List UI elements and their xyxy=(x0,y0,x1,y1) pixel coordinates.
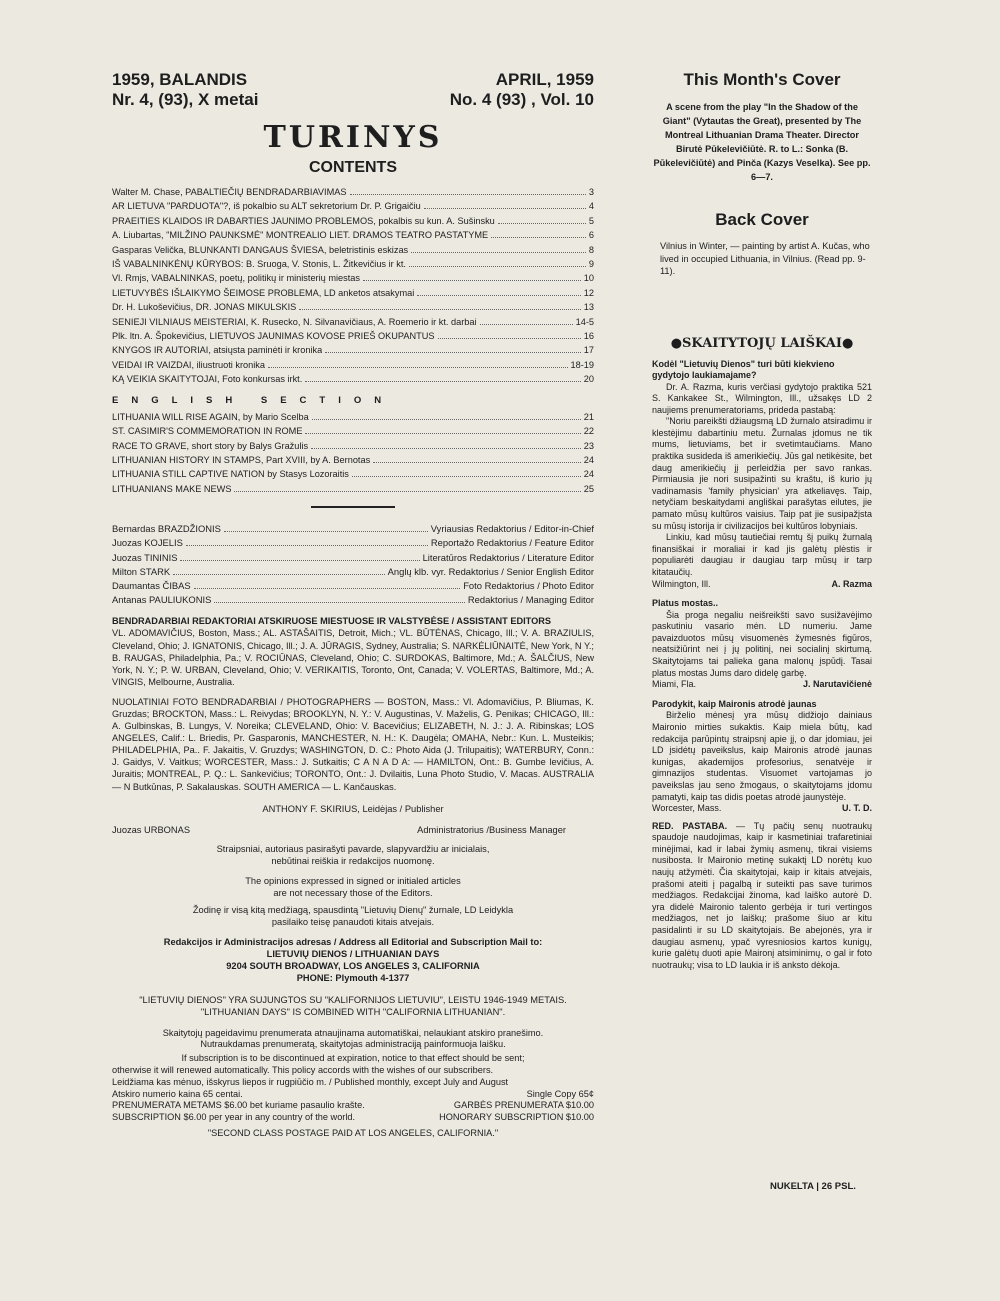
toc-entry xyxy=(112,300,594,314)
divider xyxy=(311,506,395,508)
notice-line: The opinions expressed in signed or initialed articles xyxy=(245,875,461,886)
dot-leader xyxy=(268,367,568,368)
dot-leader xyxy=(311,448,581,449)
staff-role: Vyriausias Redaktorius / Editor-in-Chief xyxy=(430,523,594,535)
staff-role: Redaktorius / Managing Editor xyxy=(467,594,594,606)
dot-leader xyxy=(411,252,586,253)
toc-page: 17 xyxy=(583,345,594,356)
issue-header-lt xyxy=(112,70,258,110)
dot-leader xyxy=(373,462,581,463)
toc-page: 4 xyxy=(588,201,594,212)
issue-number-lt: Nr. 4, (93), X metai xyxy=(112,90,259,109)
toc-page: 8 xyxy=(588,244,594,255)
toc-title: PRAEITIES KLAIDOS IR DABARTIES JAUNIMO PROBLEMOS, pokalbis su kun. A. Sušinsku xyxy=(112,215,495,226)
toc-title: ST. CASIMIR'S COMMEMORATION IN ROME xyxy=(112,426,303,437)
editorial-staff-list xyxy=(112,522,594,607)
subscription-line: Leidžiama kas mėnuo, išskyrus liepos ir rugpiūčio m. / Published monthly, except July and August xyxy=(112,1076,509,1087)
toc-entry xyxy=(112,424,594,438)
issue-header-en xyxy=(450,70,594,110)
toc-title: Walter M. Chase, PABALTIEČIŲ BENDRADARBIAVIMAS xyxy=(112,187,347,197)
toc-page: 20 xyxy=(583,374,594,385)
toc-page: 12 xyxy=(583,287,594,298)
dot-leader xyxy=(480,324,573,325)
toc-page: 23 xyxy=(583,440,594,451)
toc-page: 18-19 xyxy=(570,359,594,370)
toc-page: 10 xyxy=(583,273,594,284)
administrator-name: Juozas URBONAS xyxy=(112,824,191,835)
contents-column xyxy=(112,70,594,1140)
toc-entry xyxy=(112,243,594,257)
notice-line: "LIETUVIŲ DIENOS" YRA SUJUNGTOS SU "KALIFORNIJOS LIETUVIU", LEISTU 1946-1949 METAIS. xyxy=(139,994,567,1005)
reprint-notice xyxy=(112,904,594,928)
letter-heading: Platus mostas.. xyxy=(652,598,719,609)
letter-paragraph: "Noriu pareikšti džiaugsmą LD žurnalo atsiradimu ir klestėjimu dabartiniu metu. Žurnalas įdomus ne tik mums, lietuviams, bet ir svetimtaučiams. Mano praktika susideda iš amerikiečių. Jūs gal netikėsite, bet daug amerikiečių jį perleidžia per savo rankas. Pirmiausia jie nori susipažinti su kraštu, iš kurio jų vadinamasis 'family physician' yra atkeliavęs. Taip, netyčiam beskaitydami angliškai parašytas eilutes, jie pamato mūsų kultūros vaisius. Taip pat jie susipažįsta su mūsų istorija ir civilizacijos bei kultūros lobyniais. xyxy=(652,416,872,531)
price-row xyxy=(112,1112,594,1124)
dot-leader xyxy=(305,381,580,382)
letter-signature: J. Narutavičienė xyxy=(802,679,872,690)
dot-leader xyxy=(438,338,581,339)
toc-title: AR LIETUVA "PARDUOTA"?, iš pokalbio su ALT sekretorium Dr. P. Grigaičiu xyxy=(112,201,421,212)
postage-notice: "SECOND CLASS POSTAGE PAID AT LOS ANGELES, CALIFORNIA." xyxy=(207,1128,499,1139)
staff-role: Reportažo Redaktorius / Feature Editor xyxy=(430,537,594,549)
toc-page: 6 xyxy=(588,230,594,241)
single-copy-lt: Atskiro numerio kaina 65 centai. xyxy=(112,1088,243,1099)
toc-entry xyxy=(112,286,594,300)
toc-title: KĄ VEIKIA SKAITYTOJAI, Foto konkursas irkt. xyxy=(112,374,303,385)
toc-page: 16 xyxy=(583,331,594,342)
issue-date-en: APRIL, 1959 xyxy=(495,70,594,89)
toc-page: 21 xyxy=(583,411,594,422)
table-of-contents xyxy=(112,185,594,387)
toc-entry xyxy=(112,410,594,424)
dot-leader xyxy=(194,588,461,589)
toc-title: LITHUANIANS MAKE NEWS xyxy=(112,483,232,494)
dot-leader xyxy=(491,237,586,238)
editor-note-label: RED. PASTABA. xyxy=(652,820,728,831)
staff-row xyxy=(112,565,594,579)
opinion-notice-lt xyxy=(112,843,594,867)
toc-page: 3 xyxy=(588,187,594,197)
toc-entry xyxy=(112,315,594,329)
publisher: ANTHONY F. SKIRIUS, Leidėjas / Publisher xyxy=(262,803,444,814)
single-copy-en: Single Copy 65¢ xyxy=(526,1088,594,1099)
dot-leader xyxy=(186,545,428,546)
toc-entry xyxy=(112,467,594,481)
notice-line: pasilaiko teisę panaudoti kitais atvejais. xyxy=(271,916,435,927)
single-copy-row xyxy=(112,1089,594,1101)
dot-leader xyxy=(417,295,580,296)
staff-name: Daumantas ČIBAS xyxy=(112,579,191,591)
toc-title: A. Liubartas, "MILŽINO PAUNKSMĖ" MONTREALIO LIET. DRAMOS TEATRO PASTATYME xyxy=(112,230,489,241)
toc-title: KNYGOS IR AUTORIAI, atsiųsta paminėti ir kronika xyxy=(112,345,323,356)
staff-row xyxy=(112,551,594,565)
toc-page: 14-5 xyxy=(575,316,594,327)
letters-list xyxy=(652,359,872,815)
letters-title: ●SKAITYTOJŲ LAIŠKAI● xyxy=(670,335,854,351)
english-section-label: ENGLISH SECTION xyxy=(112,394,395,406)
opinion-notice-en xyxy=(112,875,594,899)
staff-name: Bernardas BRAZDŽIONIS xyxy=(112,523,221,535)
toc-page: 25 xyxy=(583,483,594,494)
toc-title: RACE TO GRAVE, short story by Balys Gražulis xyxy=(112,440,309,451)
letter-signature-row xyxy=(652,803,872,815)
dot-leader xyxy=(312,419,581,420)
administrator-role: Administratorius /Business Manager xyxy=(417,824,566,835)
page-title: TURINYS xyxy=(263,120,443,155)
staff-role: Literatūros Redaktorius / Literature Editor xyxy=(422,551,594,563)
editor-note-text: — Tų pačių senų nuotraukų spaudoje naudojimas, kaip ir kasmetiniai trafaretiniai minėjimai, kad ir labai žymių asmenų, tikrai visiems nusibosta. Ir Maironio metinę sukaktį LD norėtų kuo naujų atžymėti. Čia skaitytojai, kaip ir kitais atvejais, prašomi ateiti į pagalbą ir suteikti pas save turimos medžiagos. Redakcijai žinoma, kad laiško autorė D. yra didelė Maironio talento gerbėja ir turi vertingos medžiagos, net jo laiškų; prašome šiuo ar kitu pasidalinti ir su LD skaitytojais. Be abejonės, yra ir daugiau asmenų, ypač vyresniosios kartos kunigų, kurie galėtų duoti apie Maironį atsiminimų, o gal ir foto nuotraukų; visa to LD laukia ir iš anksto dėkoja. xyxy=(652,820,873,970)
letter-paragraph: Šia proga negaliu neišreikšti savo susižavėjimo paskutiniu vasario mėn. LD numeriu. Jame pavaizduotos mūsų visuomenės žymesnės figūros, neatsižiūrint nei į jų politinį, nei socialinį skirtumą. Skaitytojams tai palieka gana malonų įspūdį. Tasai platus mostas Jums daro didelę garbę. xyxy=(652,609,872,678)
toc-title: Plk. ltn. A. Špokevičius, LIETUVOS JAUNIMAS KOVOSE PRIEŠ OKUPANTUS xyxy=(112,331,435,342)
dot-leader xyxy=(363,280,581,281)
notice-line: "LITHUANIAN DAYS" IS COMBINED WITH "CALIFORNIA LITHUANIAN". xyxy=(200,1006,506,1017)
subscription-line: otherwise it will renewed automatically. This policy accords with the wishes of our subscribers. xyxy=(112,1065,494,1076)
cover-description: A scene from the play "In the Shadow of the Giant" (Vytautas the Great), presented by The Montreal Lithuanian Drama Theater. Director Birutė Pūkelevičiūtė. R. to L.: Sonka (B. Pūkelevičiūtė) and Pinča (Kazys Veselka). See pp. 6—7. xyxy=(653,102,871,182)
letter-paragraph: Birželio mėnesį yra mūsų didžiojo dainiaus Maironio mirties sukaktis. Kaip miela būtų, kad redakcija parūpintų straipsnį apie jį, o dar įdomiau, jei LD įsidėtų paveikslus, kaip Maironis atrodė jaunas kunigas, akademijos profesorius, senatvėje ir gimnazijos studentas. Visuomet vartojamas jo paveikslas jau seno žmogaus, o skaitytojams įdomu pamatyti, kaip tas didis poetas atrodė jaunystėje. xyxy=(652,710,872,802)
toc-title: LITHUANIA STILL CAPTIVE NATION by Stasys Lozoraitis xyxy=(112,469,349,480)
letter-place: Miami, Fla. xyxy=(652,679,697,690)
issue-header xyxy=(112,70,594,110)
letter-signature-row xyxy=(652,679,872,691)
toc-title: Vl. Rmjs, VABALNINKAS, poetų, politikų ir ministerių miestas xyxy=(112,273,360,284)
address-label: Redakcijos ir Administracijos adresas / Address all Editorial and Subscription Mail to: xyxy=(163,936,543,947)
photographers: NUOLATINIAI FOTO BENDRADARBIAI / PHOTOGRAPHERS — BOSTON, Mass.: Vl. Adomavičius, P. Bliumas, K. Gruzdas; BROCKTON, Mass.: L. Reivydas; BROOKLYN, N. Y.: V. Augustinas, V. Maželis, G. Penikas; CHICAGO, Ill.: A. Gulbinskas, B. Lungys, V. Noreika; CLEVELAND, Ohio: V. Bacevičius; ELIZABETH, N. J.: J. A. Ribinskas; LOS ANGELES, Calif.: L. Briedis, Pr. Gasparonis, MANCHESTER, N. H.: K. Daugėla; OMAHA, Nebr.: Kun. L. Musteikis; PHILADELPHIA, Pa.. F. Jakaitis, V. Gruzdys; WASHINGTON, D. C.: Photo Aida (J. Trilupaitis); WATERBURY, Conn.: J. Gaidys, V. Vaitkus; WORCESTER, Mass.: J. Sutkaitis; C A N A D A: — HAMILTON, Ont.: B. Gumbe levičius, A. Juraitis; MONTREAL, P. Q.: L. Sankevičius; TORONTO, Ont.: J. Dvilaitis, Luna Photo Studio, V. Macas. AUSTRALIA — N Butkūnas, P. Sakalauskas. SOUTH AMERICA — L. Kančauskas. xyxy=(112,696,594,792)
toc-title: VEIDAI IR VAIZDAI, iliustruoti kronika xyxy=(112,359,265,370)
dot-leader xyxy=(234,491,580,492)
subscription-line: Skaitytojų pageidavimu prenumerata atnaujinama automatiškai, nelaukiant atskiro pranešimo. xyxy=(162,1027,544,1038)
assistant-editors-list: VL. ADOMAVIČIUS, Boston, Mass.; AL. ASTAŠAITIS, Detroit, Mich.; VL. BŪTĖNAS, Chicago, Ill.; V. A. BRAZIULIS, Cleveland, Ohio; J. IGNATONIS, Chicago, Ill.; J. A. JŪRAGIS, Sydney, Australia; S. NARKĖLIŪNAITĖ, New York, N Y.; B. RAUGAS, Philadelphia, Pa.; V. ROCIŪNAS, Cleveland, Ohio; C. SURDOKAS, Baltimore, Md.; A. ŠALČIUS, New York, N. Y.; P. W. URBAN, Cleveland, Ohio; V. VERIKAITIS, Toronto, Ont, Canada; V. VOLERTAS, Baltimore, Md.; A. VINGIS, Melbourne, Australia. xyxy=(112,628,594,687)
toc-entry xyxy=(112,453,594,467)
toc-title: SENIEJI VILNIAUS MEISTERIAI, K. Rusecko, N. Silvanavičiaus, A. Roemerio ir kt. darbai xyxy=(112,316,477,327)
dot-leader xyxy=(409,266,586,267)
cover-title: This Month's Cover xyxy=(683,70,841,89)
letter-paragraph: Linkiu, kad mūsų tautiečiai remtų šį puikų žurnalą finansiškai ir moraliai ir kad jis galėtų plėstis ir populiarėti daugiau ir daugiau tarp mūsų ir tarp kitataučių. xyxy=(652,532,872,577)
address-street: 9204 SOUTH BROADWAY, LOS ANGELES 3, CALIFORNIA xyxy=(226,960,480,971)
toc-entry xyxy=(112,214,594,228)
subscription-info xyxy=(112,1028,594,1140)
notice-line: Straipsniai, autoriaus pasirašyti pavarde, slapyvardžiu ar inicialais, xyxy=(216,843,490,854)
toc-title: LITHUANIA WILL RISE AGAIN, by Mario Scelba xyxy=(112,411,309,422)
toc-page: 24 xyxy=(583,454,594,465)
letter-paragraph: Dr. A. Razma, kuris verčiasi gydytojo praktika 521 S. Kankakee St., Wilmington, Ill., užsakęs LD 2 naujiems prenumeratoriams, prideda pastabą: xyxy=(652,381,872,415)
staff-name: Juozas KOJELIS xyxy=(112,537,183,549)
administrator-row xyxy=(112,825,594,835)
dot-leader xyxy=(325,352,581,353)
staff-name: Juozas TININIS xyxy=(112,551,178,563)
toc-page: 9 xyxy=(588,259,594,270)
side-column xyxy=(652,70,872,971)
toc-entry xyxy=(112,358,594,372)
price-row xyxy=(112,1100,594,1112)
issue-date-lt: 1959, BALANDIS xyxy=(112,70,248,89)
notice-line: Žodinę ir visą kitą medžiagą, spausdintą "Lietuvių Dienų" žurnale, LD Leidykla xyxy=(192,904,514,915)
editor-note xyxy=(652,821,872,972)
notice-line: nebūtinai reiškia ir redakcijos nuomonę. xyxy=(271,855,435,866)
staff-name: Milton STARK xyxy=(112,565,171,577)
toc-entry xyxy=(112,343,594,357)
dot-leader xyxy=(424,208,586,209)
toc-entry xyxy=(112,199,594,213)
english-table-of-contents xyxy=(112,410,594,496)
dot-leader xyxy=(305,433,580,434)
dot-leader xyxy=(299,309,580,310)
dot-leader xyxy=(498,223,586,224)
toc-entry xyxy=(112,271,594,285)
back-cover-description: Vilnius in Winter, — painting by artist A. Kučas, who lived in occupied Lithuania, in Vilnius. (Read pp. 9-11). xyxy=(660,241,870,276)
toc-entry xyxy=(112,482,594,496)
back-cover-title: Back Cover xyxy=(715,210,809,229)
toc-page: 22 xyxy=(583,426,594,437)
price-lt: PRENUMERATA METAMS $6.00 bet kuriame pasaulio krašte. xyxy=(112,1100,365,1111)
address-phone: PHONE: Plymouth 4-1377 xyxy=(296,972,410,983)
assistant-editors-heading: BENDRADARBIAI REDAKTORIAI ATSKIRUOSE MIESTUOSE IR VALSTYBĖSE / ASSISTANT EDITORS xyxy=(112,616,551,627)
toc-entry xyxy=(112,329,594,343)
merge-notice xyxy=(112,994,594,1018)
letter-place: Worcester, Mass. xyxy=(652,803,722,814)
dot-leader xyxy=(350,194,586,195)
dot-leader xyxy=(352,476,581,477)
toc-entry xyxy=(112,257,594,271)
toc-page: 24 xyxy=(583,469,594,480)
mailing-address xyxy=(112,936,594,984)
letter-heading: Parodykit, kaip Maironis atrodė jaunas xyxy=(652,698,817,709)
letter-signature: A. Razma xyxy=(831,578,872,589)
letter-signature-row xyxy=(652,579,872,591)
subscription-line: If subscription is to be discontinued at expiration, notice to that effect should be sent; xyxy=(181,1053,525,1064)
honor-price-en: HONORARY SUBSCRIPTION $10.00 xyxy=(439,1112,594,1123)
notice-line: are not necessary those of the Editors. xyxy=(273,887,433,898)
toc-title: LITHUANIAN HISTORY IN STAMPS, Part XVIII, by A. Bernotas xyxy=(112,454,371,465)
subscription-line: Nutraukdamas prenumeratą, skaitytojas administraciją painformuoja laišku. xyxy=(200,1039,506,1050)
issue-number-en: No. 4 (93) , Vol. 10 xyxy=(449,90,594,109)
price-en: SUBSCRIPTION $6.00 per year in any country of the world. xyxy=(112,1112,356,1123)
toc-entry xyxy=(112,185,594,199)
staff-row xyxy=(112,579,594,593)
toc-title: Dr. H. Lukoševičius, DR. JONAS MIKULSKIS xyxy=(112,302,297,313)
toc-title: Gasparas Velička, BLUNKANTI DANGAUS ŠVIESA, beletristinis eskizas xyxy=(112,244,409,255)
staff-row xyxy=(112,536,594,550)
toc-entry xyxy=(112,439,594,453)
assistant-editors xyxy=(112,615,594,688)
dot-leader xyxy=(214,602,465,603)
staff-row xyxy=(112,593,594,607)
page-subtitle: CONTENTS xyxy=(309,159,397,176)
staff-row xyxy=(112,522,594,536)
letter-heading: Kodėl "Lietuvių Dienos" turi būti kiekvieno gydytojo laukiamajame? xyxy=(652,358,835,380)
honor-price-lt: GARBĖS PRENUMERATA $10.00 xyxy=(453,1100,594,1111)
staff-name: Antanas PAULIUKONIS xyxy=(112,594,212,606)
dot-leader xyxy=(180,560,419,561)
letter-place: Wilmington, Ill. xyxy=(652,578,711,589)
toc-title: LIETUVYBĖS IŠLAIKYMO ŠEIMOSE PROBLEMA, LD anketos atsakymai xyxy=(112,287,415,298)
continued-note: NUKELTA | 26 PSL. xyxy=(770,1181,856,1192)
dot-leader xyxy=(173,574,384,575)
dot-leader xyxy=(224,531,428,532)
toc-entry xyxy=(112,372,594,386)
address-name: LIETUVIŲ DIENOS / LITHUANIAN DAYS xyxy=(266,948,440,959)
staff-role: Foto Redaktorius / Photo Editor xyxy=(463,579,594,591)
toc-title: IŠ VABALNINKĖNŲ KŪRYBOS: B. Sruoga, V. Stonis, L. Žitkevičius ir kt. xyxy=(112,259,406,270)
toc-page: 13 xyxy=(583,302,594,313)
letter-signature: U. T. D. xyxy=(841,803,872,814)
toc-entry xyxy=(112,228,594,242)
toc-page: 5 xyxy=(588,215,594,226)
staff-role: Anglų klb. vyr. Redaktorius / Senior English Editor xyxy=(387,565,594,577)
